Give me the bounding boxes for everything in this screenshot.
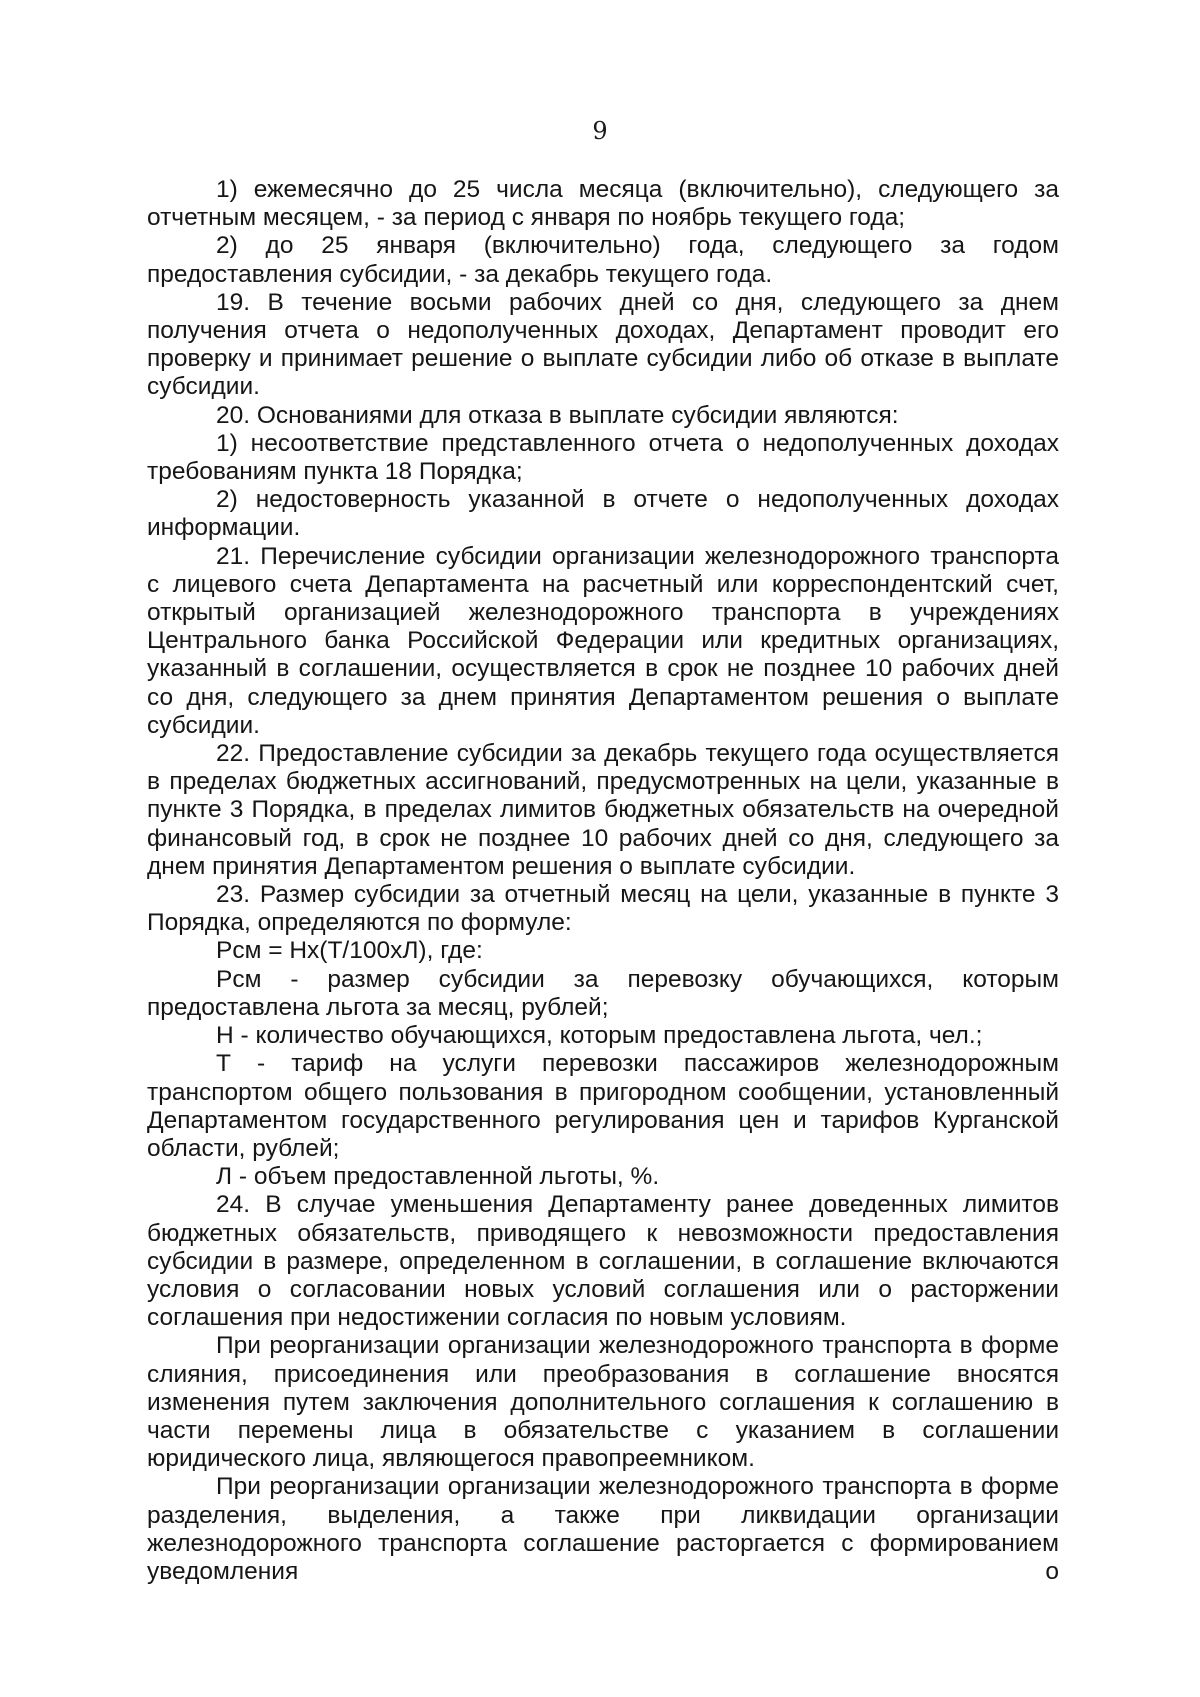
paragraph-item-20: 20. Основаниями для отказа в выплате субсидии являются: <box>216 401 899 429</box>
formula-definition-rsm: Рсм - размер субсидии за перевозку обучающихся, которым предоставлена льгота за месяц, рублей; <box>147 965 1059 1021</box>
document-body <box>147 176 1059 1586</box>
formula: Рсм = Нх(Т/100хЛ), где: <box>216 937 483 965</box>
paragraph-item-22: 22. Предоставление субсидии за декабрь текущего года осуществляется в пределах бюджетных ассигнований, предусмотренных на цели, указанные в пункте 3 Порядка, в пределах лимитов бюджетных обязательств на очередной финансовый год, в срок не позднее 10 рабочих дней со дня, следующего за днем принятия Департаментом решения о выплате субсидии. <box>147 740 1059 880</box>
formula-definition-l: Л - объем предоставленной льготы, %. <box>216 1163 660 1191</box>
paragraph-subitem-2: 2) до 25 января (включительно) года, следующего за годом предоставления субсидии, - за декабрь текущего года. <box>147 232 1059 288</box>
paragraph-item-20-subitem-2: 2) недостоверность указанной в отчете о недополученных доходах информации. <box>147 486 1059 542</box>
paragraph-item-21: 21. Перечисление субсидии организации железнодорожного транспорта с лицевого счета Департамента на расчетный или корреспондентский счет, открытый организацией железнодорожного транспорта в учреждениях Центрального банка Российской Федерации или кредитных организациях, указанный в соглашении, осуществляется в срок не позднее 10 рабочих дней со дня, следующего за днем принятия Департаментом решения о выплате субсидии. <box>147 542 1059 739</box>
paragraph-reorganization-division: При реорганизации организации железнодорожного транспорта в форме разделения, выделения, а также при ликвидации организации железнодорожного транспорта соглашение расторгается с формированием уведомления о <box>147 1473 1059 1585</box>
paragraph-item-19: 19. В течение восьми рабочих дней со дня, следующего за днем получения отчета о недополученных доходах, Департамент проводит его проверку и принимает решение о выплате субсидии либо об отказе в выплате субсидии. <box>147 288 1059 401</box>
paragraph-reorganization-merger: При реорганизации организации железнодорожного транспорта в форме слияния, присоединения или преобразования в соглашение вносятся изменения путем заключения дополнительного соглашения к соглашению в части перемены лица в обязательстве с указанием в соглашении юридического лица, являющегося правопреемником. <box>147 1332 1059 1473</box>
paragraph-subitem-1: 1) ежемесячно до 25 числа месяца (включительно), следующего за отчетным месяцем, - за период с января по ноябрь текущего года; <box>147 176 1059 232</box>
paragraph-item-24: 24. В случае уменьшения Департаменту ранее доведенных лимитов бюджетных обязательств, приводящего к невозможности предоставления субсидии в размере, определенном в соглашении, в соглашение включаются условия о согласовании новых условий соглашения или о расторжении соглашения при недостижении согласия по новым условиям. <box>147 1191 1059 1332</box>
paragraph-item-20-subitem-1: 1) несоответствие представленного отчета о недополученных доходах требованиям пункта 18 Порядка; <box>147 429 1059 486</box>
formula-definition-n: Н - количество обучающихся, которым предоставлена льгота, чел.; <box>216 1022 983 1050</box>
formula-definition-t: Т - тариф на услуги перевозки пассажиров железнодорожным транспортом общего пользования в пригородном сообщении, установленный Департаментом государственного регулирования цен и тарифов Курганской области, рублей; <box>147 1050 1059 1162</box>
paragraph-item-23: 23. Размер субсидии за отчетный месяц на цели, указанные в пункте 3 Порядка, определяются по формуле: <box>147 881 1059 937</box>
page-number: 9 <box>592 117 608 145</box>
